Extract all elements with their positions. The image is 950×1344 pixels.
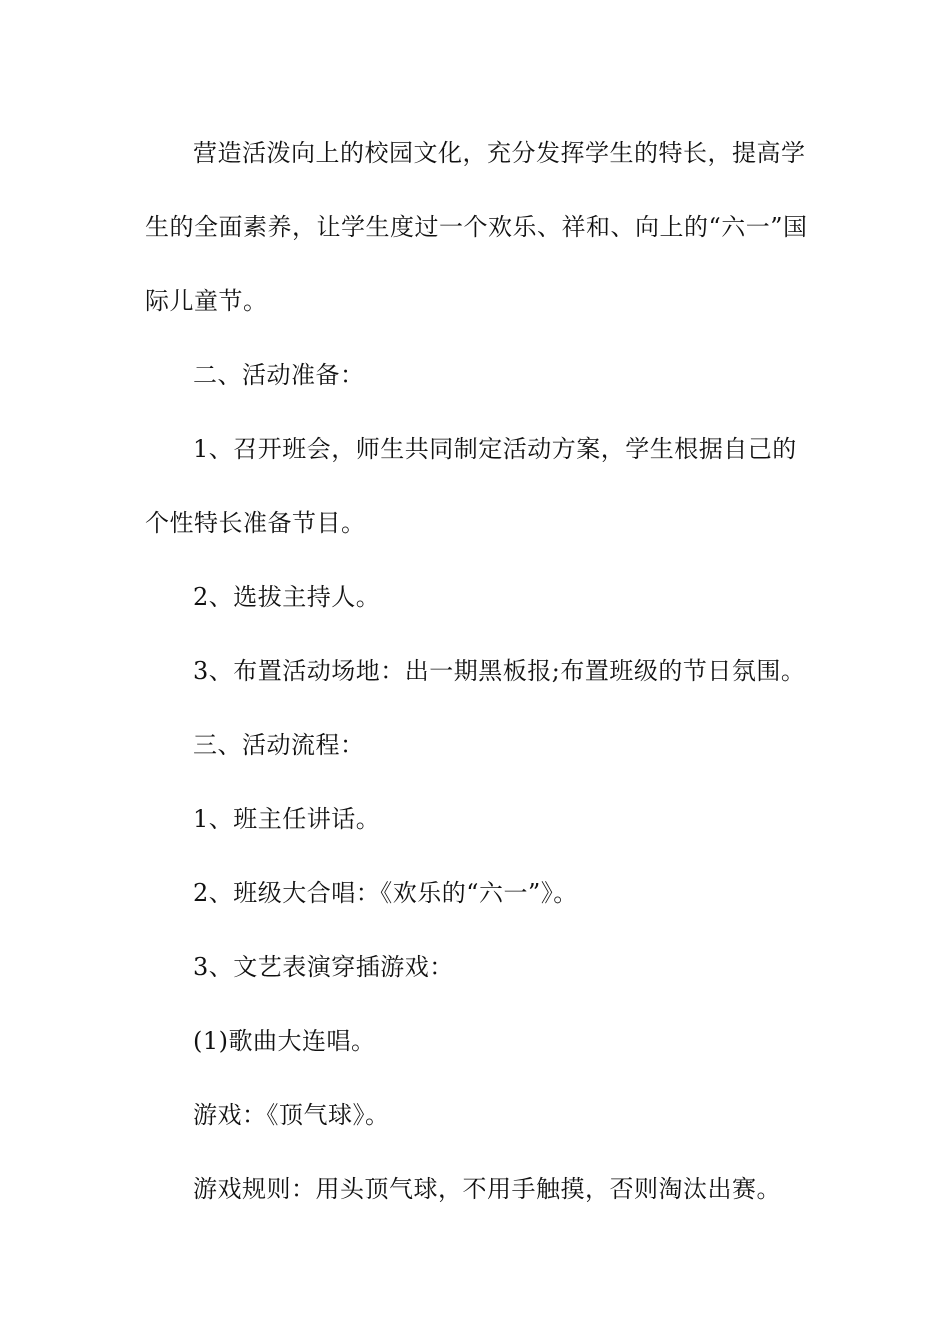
paragraph-process-item-2: 2、班级大合唱：《欢乐的“六一”》。 [193,879,578,907]
section-heading-process: 三、活动流程： [193,731,365,759]
paragraph-subitem-1: (1)歌曲大连唱。 [193,1027,376,1055]
paragraph-prep-item-3: 3、布置活动场地：出一期黑板报;布置班级的节日氛围。 [193,657,806,685]
section-heading-preparation: 二、活动准备： [193,361,365,389]
paragraph-prep-item-1: 1、召开班会，师生共同制定活动方案，学生根据自己的个性特长准备节目。 [145,435,797,537]
paragraph-prep-item-2: 2、选拔主持人。 [193,583,381,611]
paragraph-game-rules: 游戏规则：用头顶气球，不用手触摸，否则淘汰出赛。 [193,1175,781,1203]
paragraph-game-name: 游戏：《顶气球》。 [193,1101,390,1129]
document-body [145,116,810,1226]
paragraph-intro: 营造活泼向上的校园文化，充分发挥学生的特长，提高学生的全面素养，让学生度过一个欢乐、祥和、向上的“六一”国际儿童节。 [145,139,808,315]
paragraph-process-item-3: 3、文艺表演穿插游戏： [193,953,454,981]
paragraph-process-item-1: 1、班主任讲话。 [193,805,381,833]
